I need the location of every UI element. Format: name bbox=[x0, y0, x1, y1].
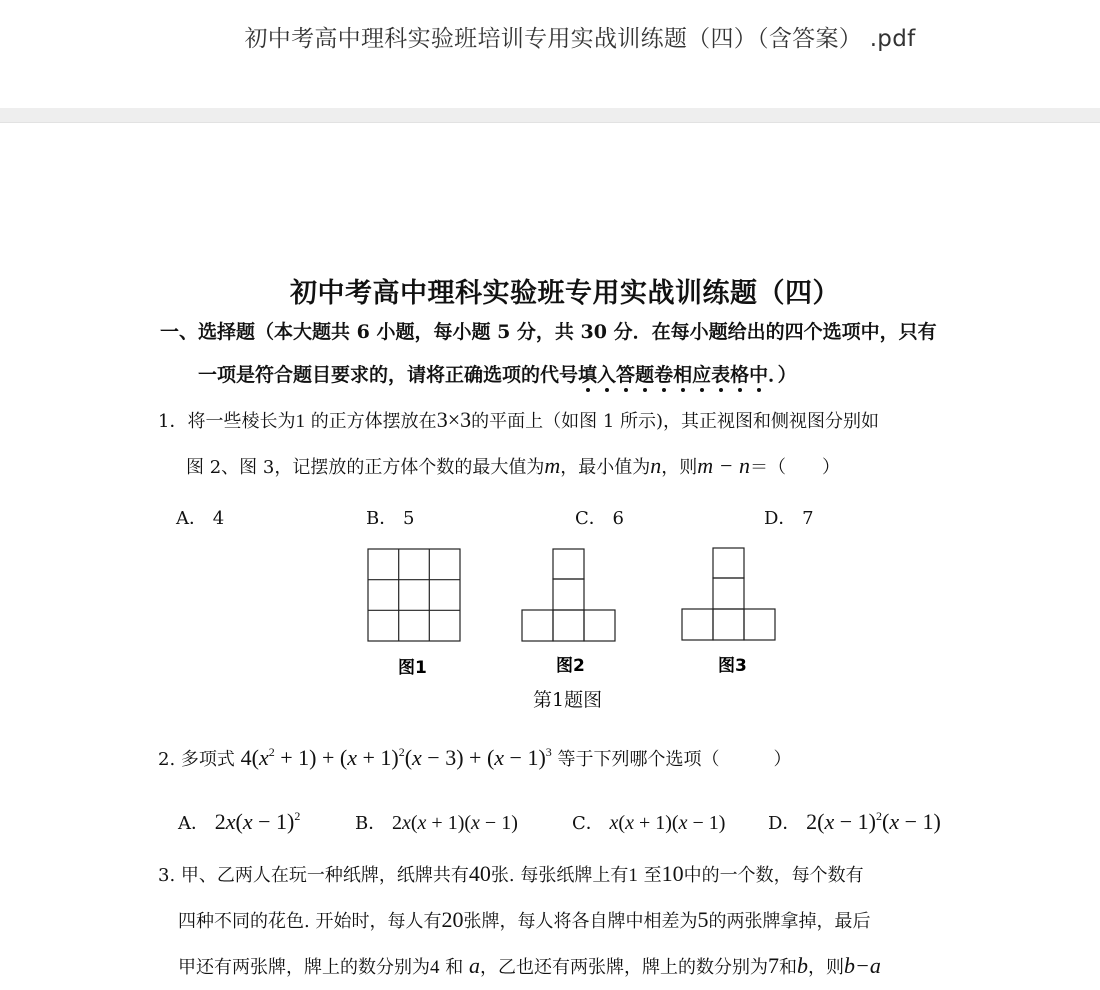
q2-option-b[interactable] bbox=[355, 809, 518, 835]
q3-text-g: 的两张牌拿掉，最后 bbox=[708, 911, 871, 932]
q3-number-1: 1 bbox=[628, 865, 638, 886]
figure-1-top-grid bbox=[368, 549, 460, 641]
emphasis-char: 答 bbox=[616, 364, 636, 386]
figure-1-label: 图1 bbox=[398, 658, 427, 678]
q1-option-d-label: D． bbox=[764, 508, 797, 529]
q3-text-a: 3. 甲、乙两人在玩一种纸牌，纸牌共有 bbox=[158, 865, 469, 886]
q3-text-b: 张. 每张纸牌上有 bbox=[490, 865, 629, 886]
q3-number-4: 4 bbox=[430, 957, 440, 978]
q1-option-b[interactable] bbox=[366, 504, 414, 530]
q2-option-c-label: C． bbox=[572, 813, 604, 834]
file-title: 初中考高中理科实验班培训专用实战训练题（四）（含答案） .pdf bbox=[244, 26, 916, 52]
q2-option-d-value: $2(x - 1)^2(x - 1)$ bbox=[806, 809, 941, 834]
q3-number-20: 20 bbox=[441, 907, 464, 932]
q2-option-a-value: $2x(x - 1)^2$ bbox=[214, 809, 301, 834]
q1-option-a[interactable] bbox=[176, 504, 224, 530]
q1-var-m: m bbox=[544, 453, 561, 478]
section1-heading-line2 bbox=[198, 360, 797, 387]
q1-option-a-label: A． bbox=[176, 508, 207, 529]
q1-figure-group bbox=[360, 543, 790, 703]
q2-option-c-value: x(x + 1)(x − 1) bbox=[609, 812, 726, 834]
figure-3-label: 图3 bbox=[718, 656, 747, 676]
q1-text-d: 图 2、图 3，记摆放的正方体个数的最大值为 bbox=[186, 457, 545, 478]
q1-number-1: 1 bbox=[295, 411, 305, 432]
q2-suffix: 等于下列哪个选项（ ） bbox=[557, 749, 792, 770]
q1-option-c-value: 6 bbox=[612, 508, 624, 529]
q2-option-b-value: 2x(x + 1)(x − 1) bbox=[391, 812, 518, 834]
q3-text-i: 和 bbox=[445, 957, 464, 978]
q1-text-c: 的平面上（如图 1 所示)，其正视图和侧视图分别如 bbox=[471, 411, 880, 432]
figure-3-side-view bbox=[682, 548, 775, 640]
q1-figure-caption: 第1题图 bbox=[533, 689, 603, 711]
emphasis-char: 表 bbox=[711, 364, 731, 386]
q3-text-l: ，则 bbox=[807, 957, 844, 978]
q3-text-c: 至 bbox=[643, 865, 662, 886]
q3-expression: b−a bbox=[843, 953, 881, 978]
emphasis-char: 入 bbox=[597, 364, 617, 386]
q2-option-d-label: D． bbox=[768, 813, 801, 834]
section1-heading-line2-a: 一项是符合题目要求的，请将正确选项的代号 bbox=[198, 364, 579, 386]
q3-text-j: ，乙也还有两张牌，牌上的数分别为 bbox=[479, 957, 768, 978]
q1-text-e: ，最小值为 bbox=[560, 457, 651, 478]
q2-expression: $4(x^2 + 1) + (x + 1)^2(x - 3) + (x - 1)^3$ bbox=[240, 745, 552, 770]
emphasis-char: 填 bbox=[578, 364, 598, 386]
q3-text-d: 中的一个数，每个数有 bbox=[683, 865, 864, 886]
q3-var-a: a bbox=[468, 953, 480, 978]
q3-number-5: 5 bbox=[697, 907, 709, 932]
header-separator bbox=[0, 108, 1100, 123]
emphasis-char: 相 bbox=[673, 364, 693, 386]
q3-number-40: 40 bbox=[468, 861, 491, 886]
q1-grid-size: 3×3 bbox=[436, 407, 472, 432]
q2-option-c[interactable] bbox=[572, 809, 725, 835]
emphasis-char: 卷 bbox=[654, 364, 674, 386]
figure-2-front-view bbox=[522, 549, 615, 641]
q1-option-d[interactable] bbox=[764, 504, 814, 530]
q3-text-h: 甲还有两张牌，牌上的数分别为 bbox=[178, 957, 430, 978]
q1-text-b: 的正方体摆放在 bbox=[310, 411, 437, 432]
section1-heading: 一、选择题（本大题共 6 小题，每小题 5 分，共 30 分．在每小题给出的四个选项中，只有 bbox=[160, 321, 937, 343]
q3-number-10: 10 bbox=[661, 861, 684, 886]
pdf-page bbox=[0, 123, 1100, 990]
section1-emphasis-text bbox=[578, 364, 768, 386]
q3-line1 bbox=[158, 861, 864, 887]
q1-option-b-value: 5 bbox=[402, 508, 415, 529]
figure-2-label: 图2 bbox=[556, 656, 585, 676]
q1-text-a: 1．将一些棱长为 bbox=[158, 411, 296, 432]
q2-option-b-label: B． bbox=[355, 813, 387, 834]
q1-line1 bbox=[158, 407, 879, 433]
q2-option-a-label: A． bbox=[178, 813, 209, 834]
q2-option-d[interactable] bbox=[768, 809, 941, 835]
section1-heading-line2-b: ．） bbox=[768, 364, 797, 386]
q2-option-a[interactable] bbox=[178, 809, 300, 835]
pdf-viewer-header bbox=[0, 0, 1100, 110]
q3-var-b: b bbox=[796, 953, 808, 978]
emphasis-char: 中 bbox=[749, 364, 769, 386]
emphasis-char: 格 bbox=[730, 364, 750, 386]
q1-expression: m − n bbox=[697, 453, 750, 478]
q1-option-d-value: 7 bbox=[802, 508, 814, 529]
q3-line2 bbox=[178, 907, 870, 933]
q3-line3 bbox=[178, 953, 881, 979]
q3-text-f: 张牌，每人将各自牌中相差为 bbox=[463, 911, 698, 932]
document-title: 初中考高中理科实验班专用实战训练题（四） bbox=[290, 278, 840, 309]
q1-line2 bbox=[186, 453, 840, 479]
q1-option-b-label: B． bbox=[366, 508, 398, 529]
q1-option-c[interactable] bbox=[575, 504, 624, 530]
q3-number-7: 7 bbox=[767, 953, 779, 978]
q1-text-f: ，则 bbox=[661, 457, 698, 478]
emphasis-char: 题 bbox=[635, 364, 655, 386]
q1-text-g: ＝（ ） bbox=[749, 457, 840, 478]
q1-var-n: n bbox=[650, 453, 662, 478]
q1-option-a-value: 4 bbox=[212, 508, 225, 529]
q1-option-c-label: C． bbox=[575, 508, 607, 529]
q3-text-e: 四种不同的花色. 开始时，每人有 bbox=[178, 911, 442, 932]
emphasis-char: 应 bbox=[692, 364, 712, 386]
q2-prefix: 2. 多项式 bbox=[158, 749, 235, 770]
q3-text-k: 和 bbox=[778, 957, 797, 978]
q2-line bbox=[158, 745, 792, 771]
